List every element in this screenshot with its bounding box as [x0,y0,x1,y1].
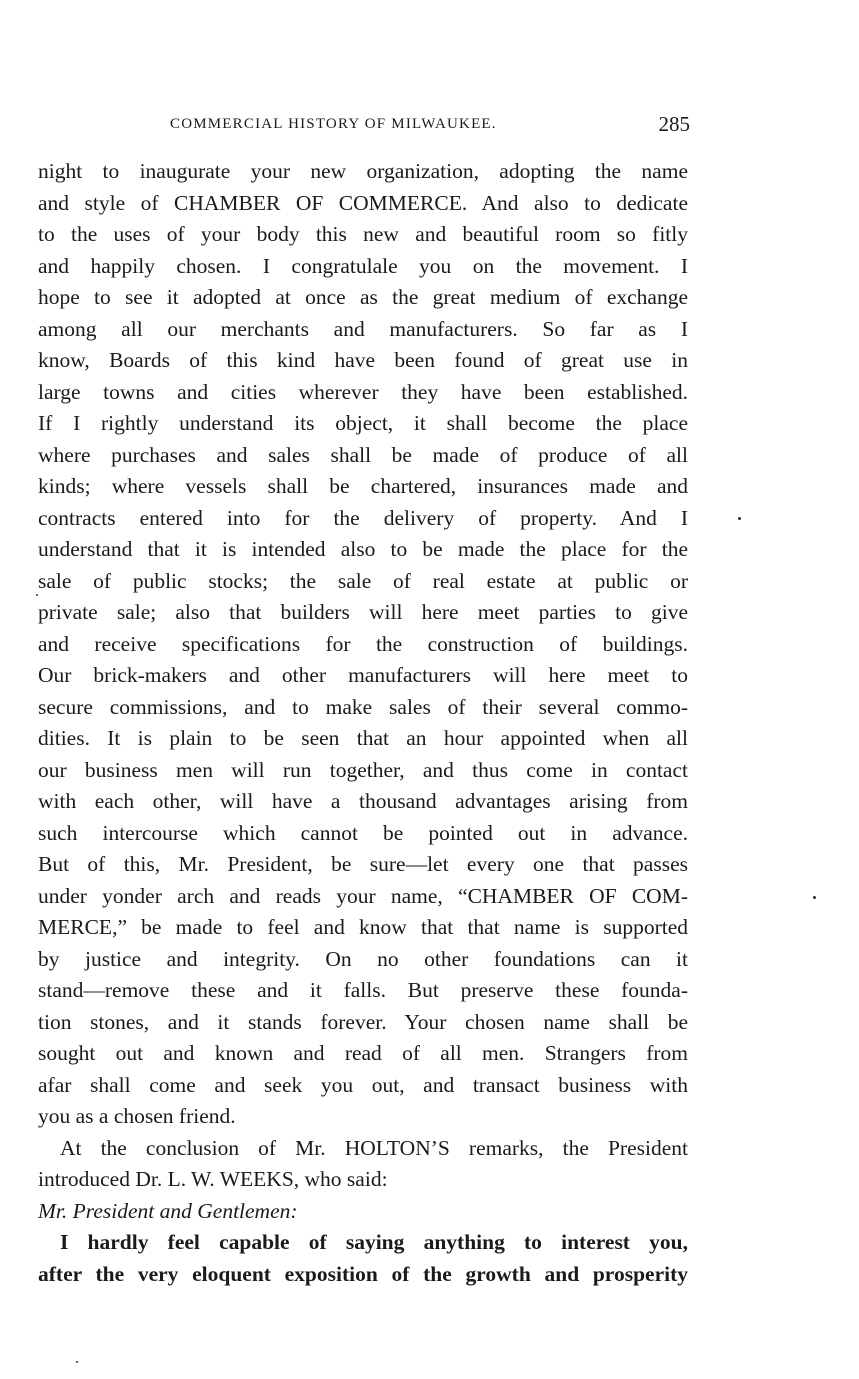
running-head [40,112,690,140]
page-number: 285 [658,112,690,136]
text-line: and receive specifications for the construction of buildings. [38,631,688,656]
text-line: afar shall come and seek you out, and transact business with [38,1072,688,1097]
text-line: stand—remove these and it falls. But preserve these founda- [38,978,688,1002]
text-line: At the conclusion of Mr. HOLTON’S remarks, the President [60,1135,688,1160]
text-line: and happily chosen. I congratulale you on the movement. I [38,253,688,278]
text-line: night to inaugurate your new organization, adopting the name [38,159,688,183]
text-line: understand that it is intended also to be made the place for the [38,537,688,561]
text-line: among all our merchants and manufacturers. So far as I [38,316,688,341]
text-line: and style of CHAMBER OF COMMERCE. And also to dedicate [38,190,688,215]
text-line: If I rightly understand its object, it shall become the place [38,411,688,435]
text-line: hope to see it adopted at once as the great medium of exchange [38,285,688,309]
ink-speck [738,517,741,520]
text-line: tion stones, and it stands forever. Your chosen name shall be [38,1009,688,1034]
text-line: sought out and known and read of all men. Strangers from [38,1041,688,1065]
text-line: I hardly feel capable of saying anything to interest you, [60,1230,688,1254]
text-line: after the very eloquent exposition of the growth and prosperity [38,1261,688,1286]
text-line: with each other, will have a thousand advantages arising from [38,789,688,813]
ink-speck [36,594,38,596]
text-line: our business men will run together, and thus come in contact [38,757,688,782]
paragraph-3 [38,1227,688,1290]
text-line: secure commissions, and to make sales of their several commo- [38,694,688,719]
text-line: to the uses of your body this new and beautiful room so fitly [38,222,688,246]
text-line: you as a chosen friend. [38,1104,236,1128]
paragraph-1 [38,156,688,1133]
running-title: COMMERCIAL HISTORY OF MILWAUKEE. [170,116,497,132]
text-line: where purchases and sales shall be made of produce of all [38,442,688,467]
text-line: Our brick-makers and other manufacturers will here meet to [38,663,688,687]
text-line: contracts entered into for the delivery of property. And I [38,505,688,530]
text-line: introduced Dr. L. W. WEEKS, who said: [38,1167,388,1191]
text-line: know, Boards of this kind have been found of great use in [38,348,688,372]
ink-speck [813,896,816,899]
body-text [38,156,688,1290]
text-line: sale of public stocks; the sale of real estate at public or [38,568,688,593]
text-line: MERCE,” be made to feel and know that that name is supported [38,915,688,939]
text-line: But of this, Mr. President, be sure—let every one that passes [38,852,688,876]
text-line: under yonder arch and reads your name, “CHAMBER OF COM- [38,883,688,908]
text-line: dities. It is plain to be seen that an hour appointed when all [38,726,688,750]
text-line: private sale; also that builders will here meet parties to give [38,600,688,624]
ink-speck [76,1361,78,1363]
paragraph-2 [38,1133,688,1196]
text-line: by justice and integrity. On no other foundations can it [38,946,688,971]
text-line: kinds; where vessels shall be chartered, insurances made and [38,474,688,498]
salutation: Mr. President and Gentlemen: [38,1198,298,1223]
text-line: such intercourse which cannot be pointed out in advance. [38,820,688,845]
text-line: large towns and cities wherever they have been established. [38,379,688,404]
